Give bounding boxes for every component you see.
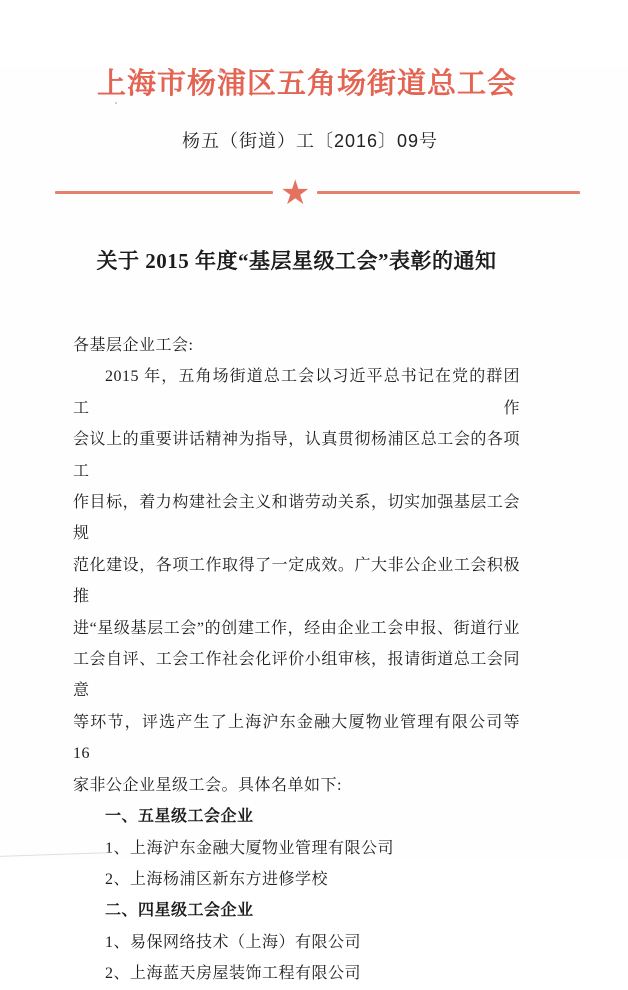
paragraph-line: 工会自评、工会工作社会化评价小组审核，报请街道总工会同意 <box>73 651 520 700</box>
list-item: 2、上海杨浦区新东方进修学校 <box>105 870 329 888</box>
salutation: 各基层企业工会: <box>73 337 194 354</box>
paragraph-line: 范化建设，各项工作取得了一定成效。广大非公企业工会积极推 <box>73 556 520 606</box>
issuer-title: 上海市杨浦区五角场街道总工会 <box>96 68 517 100</box>
paragraph-line: 作目标，着力构建社会主义和谐劳动关系，切实加强基层工会规 <box>73 494 520 543</box>
star-icon: ★ <box>280 173 311 213</box>
paragraph-line: 2015 年，五角场街道总工会以习近平总书记在党的群团工作 <box>73 368 520 417</box>
paragraph-line: 会议上的重要讲话精神为指导，认真贯彻杨浦区总工会的各项工 <box>73 431 520 480</box>
paragraph-line: 进“星级基层工会”的创建工作，经由企业工会申报、街道行业 <box>73 619 520 637</box>
red-rule-left <box>55 191 273 194</box>
red-rule <box>55 173 580 213</box>
list-item: 1、上海沪东金融大厦物业管理有限公司 <box>105 839 395 857</box>
scan-speck <box>115 102 117 104</box>
paragraph-line: 家非公企业星级工会。具体名单如下: <box>73 776 342 794</box>
doc-number: 杨五（街道）工〔2016〕09号 <box>181 131 439 151</box>
document-body <box>73 330 520 990</box>
section-heading: 二、四星级工会企业 <box>105 902 254 920</box>
paragraph-line: 等环节，评选产生了上海沪东金融大厦物业管理有限公司等 16 <box>73 713 520 763</box>
document-page <box>0 66 628 983</box>
red-rule-right <box>317 191 580 194</box>
list-item: 1、易保网络技术（上海）有限公司 <box>105 933 362 951</box>
section-heading: 一、五星级工会企业 <box>105 808 254 826</box>
notice-title: 关于 2015 年度“基层星级工会”表彰的通知 <box>96 249 497 273</box>
list-item: 2、上海蓝天房屋装饰工程有限公司 <box>105 965 362 983</box>
